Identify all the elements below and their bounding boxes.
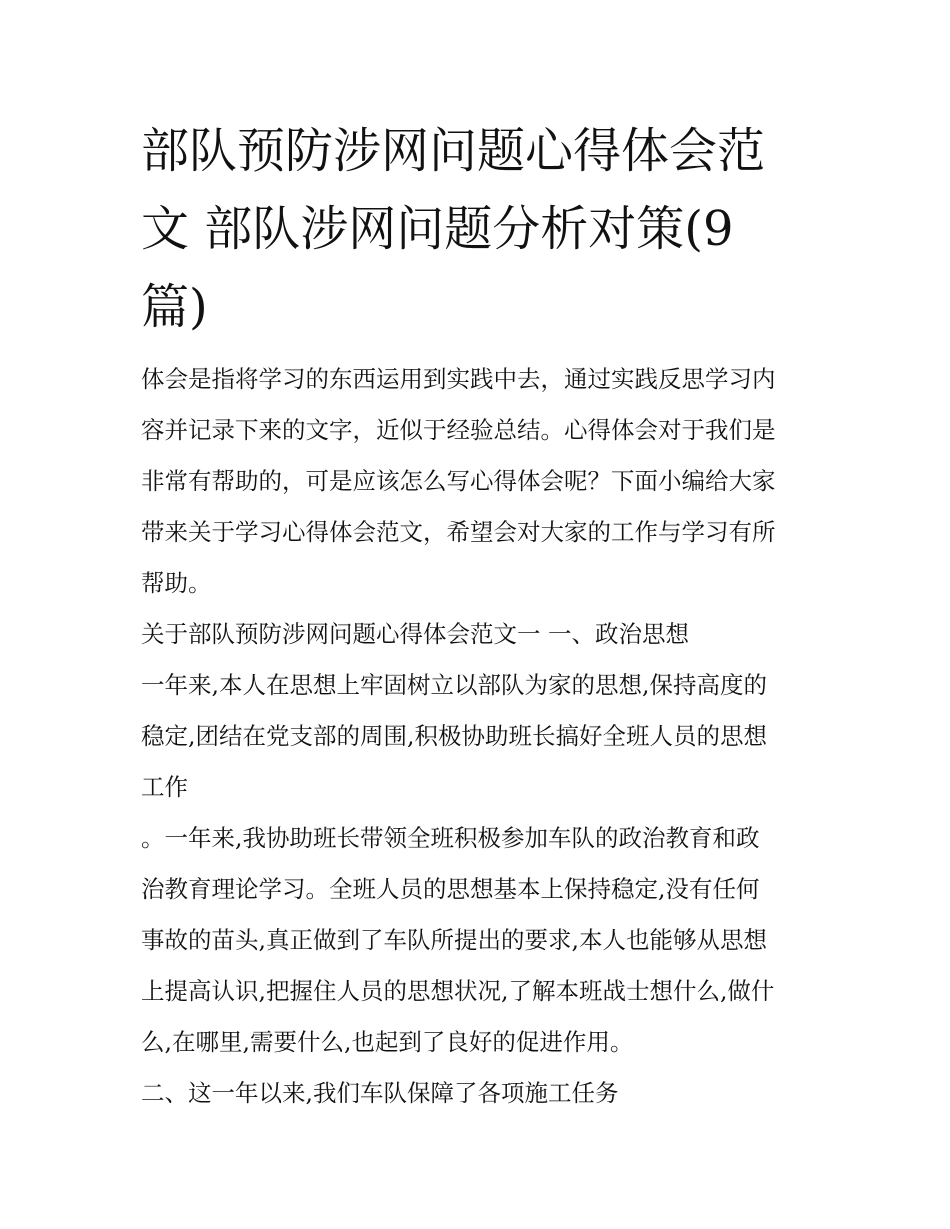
- title-line-3: 篇): [141, 279, 208, 335]
- body-paragraph-2: [141, 813, 821, 1068]
- body-line: 治教育理论学习。全班人员的思想基本上保持稳定,没有任何: [141, 875, 760, 903]
- title-line-1: 部队预防涉网问题心得体会范: [141, 123, 766, 179]
- section-heading: 关于部队预防涉网问题心得体会范文一 一、政治思想: [141, 620, 689, 648]
- title-line-2: 文 部队涉网问题分析对策(9: [141, 201, 734, 257]
- section-2-heading: 二、这一年以来,我们车队保障了各项施工任务: [141, 1079, 619, 1107]
- body-line: 一年来,本人在思想上牢固树立以部队为家的思想,保持高度的: [141, 671, 767, 699]
- document-title: [141, 112, 821, 346]
- body-line: 。一年来,我协助班长带领全班积极参加车队的政治教育和政: [141, 824, 760, 852]
- body-line: 么,在哪里,需要什么,也起到了良好的促进作用。: [141, 1028, 634, 1056]
- intro-line: 非常有帮助的，可是应该怎么写心得体会呢？下面小编给大家: [141, 467, 776, 495]
- intro-line: 带来关于学习心得体会范文，希望会对大家的工作与学习有所: [141, 518, 776, 546]
- intro-line: 容并记录下来的文字，近似于经验总结。心得体会对于我们是: [141, 416, 776, 444]
- body-line: 工作: [141, 773, 188, 801]
- intro-paragraph: [141, 354, 821, 609]
- body-line: 上提高认识,把握住人员的思想状况,了解本班战士想什么,做什: [141, 977, 775, 1005]
- intro-line: 体会是指将学习的东西运用到实践中去，通过实践反思学习内: [141, 365, 776, 393]
- body-line: 稳定,团结在党支部的周围,积极协助班长搞好全班人员的思想: [141, 722, 767, 750]
- intro-line: 帮助。: [141, 569, 212, 597]
- body-line: 事故的苗头,真正做到了车队所提出的要求,本人也能够从思想: [141, 926, 767, 954]
- document-body: [141, 354, 821, 1119]
- body-paragraph-1: [141, 660, 821, 813]
